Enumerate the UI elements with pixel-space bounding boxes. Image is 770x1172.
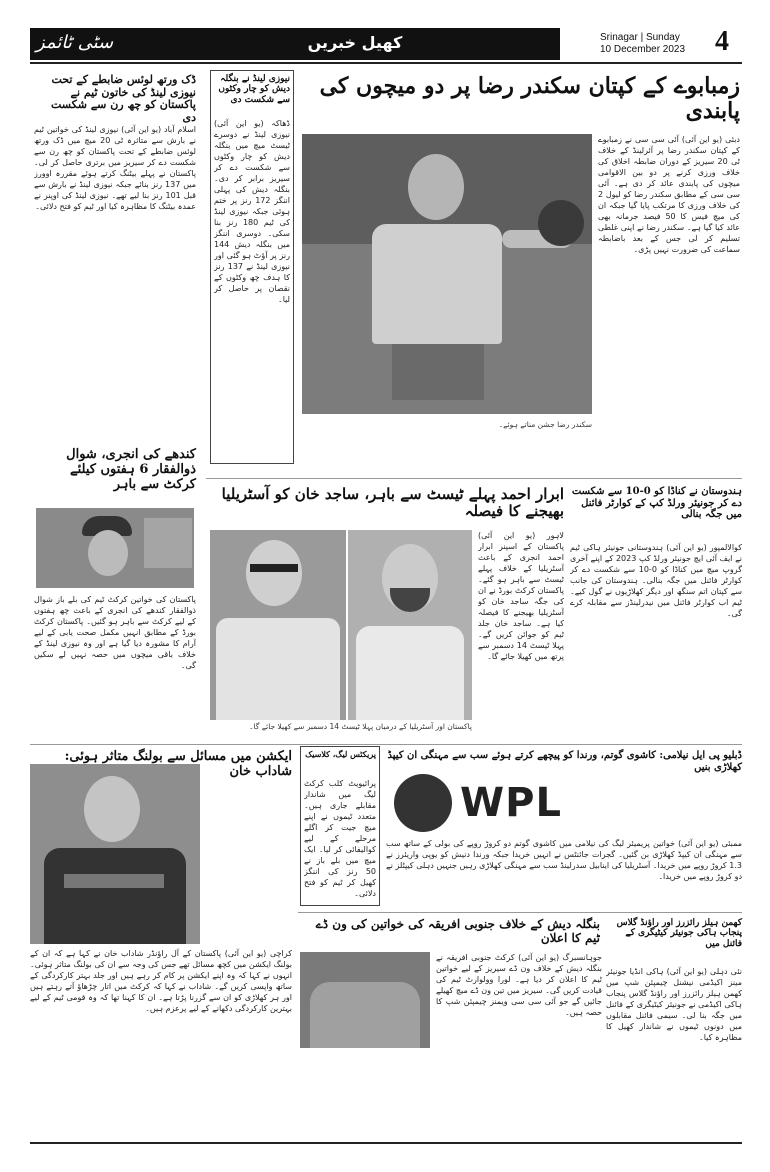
women-nz-headline: ڈک ورتھ لوئس ضابطے کے تحت نیوزی لینڈ کی خاتون ٹیم نے پاکستان کو چھ رن سے شکست دی: [51, 73, 196, 124]
pcl-body: پرائیویٹ کلب کرکٹ لیگ میں شاندار مقابلے جاری ہیں۔ متعدد ٹیموں نے اپنے میچ جیت کر اگلے مرحلے کے لیے کوالیفائی کر لیا۔ ایک میچ میں بلے باز نے 50 رنز کی اننگز کھیل کر ٹیم کو فتح دلائی۔: [304, 779, 376, 898]
sajid-beard-shape: [390, 588, 430, 612]
abrar-glasses-shape: [250, 564, 298, 572]
masthead-city-day: Srinagar | Sunday: [600, 32, 680, 43]
punjab-body: نئی دہلی (یو این آئی) ہاکی انڈیا جونیئر مینز اکیڈمی نیشنل چیمپئن شپ میں کھمن ہیلز رائزرز اور راؤنڈ گلاس پنجاب ہاکی اکیڈمی نے جونیئر کیٹیگری کے فائنل میں جگہ بنا لی۔ سیمی فائنل مقابلوں میں دونوں ٹیموں نے شاندار کھیل کا مظاہرہ کیا۔: [606, 967, 742, 1042]
page-number: 4: [715, 26, 729, 57]
rule-mid: [30, 744, 742, 745]
bangladesh-photo: [300, 952, 430, 1048]
abrar-photo-left: [210, 530, 346, 720]
masthead-rule: [30, 62, 742, 64]
nz-bd-headline: نیوزی لینڈ نے بنگلہ دیش کو چار وکٹوں سے شکست دی: [218, 74, 290, 105]
zimbabwe-player-head: [408, 154, 464, 220]
bangladesh-headline: بنگلہ دیش کے خلاف جنوبی افریقہ کی خواتین کی ون ڈے ٹیم کا اعلان: [315, 917, 600, 945]
zimbabwe-caption: سکندر رضا جشن مناتے ہوئے۔: [498, 420, 592, 429]
shawal-headline: کندھے کی انجری، شوال ذوالفقار 6 ہفتوں کیلئے کرکٹ سے باہر: [66, 447, 196, 492]
zimbabwe-headline: زمبابوے کے کپتان سکندر رضا پر دو میچوں کی پابندی: [319, 73, 740, 125]
sajid-shirt-shape: [356, 626, 464, 720]
hockey-headline: ہندوستان نے کناڈا کو 0-10 سے شکست دے کر جونیئر ورلڈ کپ کے کوارٹر فائنل میں جگہ بنالی: [571, 486, 742, 520]
abrar-head-shape: [246, 540, 302, 606]
shadab-body: کراچی (یو این آئی) پاکستان کے آل راؤنڈر شاداب خان نے کہا ہے کہ ان کے بولنگ ایکشن میں کچھ مسائل تھے جس کی وجہ سے ان کی بولنگ متاثر ہوئی۔ انہوں نے کہا کہ وہ اپنے ایکشن پر کام کر رہے ہیں اور جلد بہتر کارکردگی کے ساتھ واپسی کریں گے۔ شاداب نے کہا کہ کرکٹ میں اتار چڑھاؤ آتے رہتے ہیں اور ہر کھلاڑی کو ان سے گزرنا پڑتا ہے۔ ان کا کہنا تھا کہ وہ قومی ٹیم کے لیے بہترین کارکردگی دکھانے کے لیے پرعزم ہیں۔: [30, 949, 292, 1013]
sajid-photo-right: [348, 530, 472, 720]
shadab-jersey-band: [64, 874, 164, 888]
section-title: کھیل خبریں: [307, 33, 403, 52]
abrar-caption: پاکستان اور آسٹریلیا کے درمیان پہلا ٹیسٹ 14 دسمبر سے کھیلا جائے گا۔: [249, 722, 472, 731]
abrar-jersey-shape: [216, 618, 340, 720]
rule-lower: [298, 912, 742, 913]
wpl-headline: ڈبلیو پی ایل نیلامی: کاشوی گوتم، ورندا کو پیچھے کرتے ہوئے سب سے مہنگی ان کیپڈ کھلاڑی بنیں: [387, 750, 742, 773]
abrar-body: لاہور (یو این آئی) پاکستان کے اسپنر ابرار احمد انجری کے باعث آسٹریلیا کے خلاف پہلے ٹیسٹ سے باہر ہو گئے۔ پاکستان کرکٹ بورڈ نے ان کی جگہ ساجد خان کو آسٹریلیا بھیجنے کا فیصلہ کیا ہے۔ ساجد خان جلد ٹیم کو جوائن کریں گے۔ پہلا ٹیسٹ 14 دسمبر سے پرتھ میں کھیلا جائے گا۔: [478, 531, 564, 661]
women-nz-body: اسلام آباد (یو این آئی) نیوزی لینڈ کی خواتین ٹیم نے بارش سے متاثرہ ٹی 20 میچ میں ڈک ورتھ لوئس ضابطے کے تحت پاکستان کو چھ رن سے شکست دے کر سیریز میں برتری حاصل کر لی۔ پاکستان نے پہلے بیٹنگ کرتے ہوئے مقررہ اوورز میں 137 رنز بنائے جبکہ نیوزی لینڈ نے بارش سے قبل 101 رنز بنا لیے تھے۔ نیوزی لینڈ کی اوپنر نے عمدہ بیٹنگ کا مظاہرہ کیا اور ٹیم کو فتح دلائی۔: [34, 125, 196, 211]
shadab-jersey-shape: [44, 848, 186, 944]
rule-top-mid: [206, 478, 742, 479]
shadab-head-shape: [84, 776, 140, 842]
shadab-photo: [30, 764, 200, 944]
zimbabwe-body: دبئی (یو این آئی) آئی سی سی نے زمبابوے کے کپتان سکندر رضا پر آئرلینڈ کے خلاف ٹی 20 سیریز کے دوران ضابطہ اخلاق کی خلاف ورزی کرنے پر دو بین الاقوامی میچوں کی پابندی عائد کر دی ہے۔ آئی سی سی کے مطابق سکندر رضا کو لیول 2 کی خلاف ورزی کا مرتکب پایا گیا جبکہ ان کی میچ فیس کا 50 فیصد جرمانہ بھی عائد کیا گیا ہے۔ سکندر رضا نے اپنی غلطی تسلیم کر لی جس کے بعد باضابطہ سماعت کی ضرورت نہیں پڑی۔: [598, 135, 740, 254]
zimbabwe-helmet: [538, 200, 584, 246]
hockey-body: کوالالمپور (یو این آئی) ہندوستانی جونیئر ہاکی ٹیم نے ایف آئی ایچ جونیئر ورلڈ کپ 2023 کے اپنے آخری گروپ میچ میں کناڈا کو 0-10 سے شکست دے کر کوارٹر فائنل میں جگہ بنالی۔ ہندوستان کی جانب سے کپتان اتم سنگھ اور دیگر کھلاڑیوں نے گول کیے۔ ٹیم اب کوارٹر فائنل میں نیدرلینڈز سے مقابلہ کرے گی۔: [570, 543, 742, 618]
wpl-logo: WPL: [460, 780, 562, 826]
shawal-face-shape: [88, 530, 128, 576]
punjab-headline: کھمن ہیلز رائزرز اور راؤنڈ گلاس پنجاب ہاکی جونیئر کیٹیگری کے فائنل میں: [616, 918, 742, 949]
shadab-headline: ایکشن میں مسائل سے بولنگ متاثر ہوئی: شاداب خان: [64, 749, 292, 779]
abrar-headline: ابرار احمد پہلے ٹیسٹ سے باہر، ساجد خان کو آسٹریلیا بھیجنے کا فیصلہ: [221, 485, 564, 521]
bangladesh-players-shape: [310, 982, 420, 1048]
masthead-logo: سٹی ٹائمز: [36, 32, 114, 53]
wpl-ball-icon: [394, 774, 452, 832]
zimbabwe-photo: [302, 134, 592, 414]
nz-bd-body: ڈھاکہ (یو این آئی) نیوزی لینڈ نے دوسرے ٹیسٹ میچ میں بنگلہ دیش کو چار وکٹوں سے شکست دے کر سیریز برابر کر دی۔ بنگلہ دیش کی پہلی اننگز 172 رنز پر ختم ہوئی جبکہ نیوزی لینڈ کی ٹیم 180 رنز بنا سکی۔ دوسری اننگز میں بنگلہ دیش 144 رنز پر آؤٹ ہو گئی اور نیوزی لینڈ نے 137 رنز کا ہدف چھ وکٹوں کے نقصان پر حاصل کر لیا۔: [214, 119, 290, 304]
zimbabwe-player-jersey: [372, 224, 502, 344]
shawal-bg-shape: [144, 518, 192, 568]
shawal-photo: [36, 508, 194, 588]
pcl-headline: پریکٹس لیگ، کلاسیک: [305, 749, 376, 759]
bottom-rule: [30, 1142, 742, 1144]
bangladesh-body: جوہانسبرگ (یو این آئی) کرکٹ جنوبی افریقہ نے بنگلہ دیش کے خلاف ون ڈے سیریز کے لیے خواتین ٹیم کا اعلان کر دیا ہے۔ لورا وولوارٹ ٹیم کی قیادت کریں گی۔ سیریز میں تین ون ڈے میچ کھیلے جائیں گے جو آئی سی سی ویمنز چیمپئن شپ کا حصہ ہیں۔: [436, 953, 602, 1017]
zimbabwe-shorts: [392, 344, 484, 400]
masthead-date: 10 December 2023: [600, 44, 686, 55]
wpl-body: ممبئی (یو این آئی) خواتین پریمیئر لیگ کی نیلامی میں کاشوی گوتم دو کروڑ روپے کی بولی کے ساتھ سب سے مہنگی ان کیپڈ کھلاڑی بن گئیں۔ گجرات جائنٹس نے انہیں خریدا جبکہ ورندا دنیش کو یوپی واریئرز نے 1.3 کروڑ روپے میں خریدا۔ آسٹریلیا کی اینابیل سدرلینڈ سب سے مہنگی کھلاڑی رہیں جنہیں دہلی کیپٹلز نے دو کروڑ روپے میں خریدا۔: [386, 839, 742, 881]
shawal-body: پاکستان کی خواتین کرکٹ ٹیم کی بلے باز شوال ذوالفقار کندھے کی انجری کے باعث چھ ہفتوں کے لیے کرکٹ سے باہر ہو گئیں۔ پاکستان کرکٹ بورڈ کے مطابق انہیں مکمل صحت یابی کے لیے آرام کا مشورہ دیا گیا ہے اور وہ نیوزی لینڈ کے خلاف باقی میچوں میں حصہ نہیں لے سکیں گی۔: [34, 595, 196, 670]
